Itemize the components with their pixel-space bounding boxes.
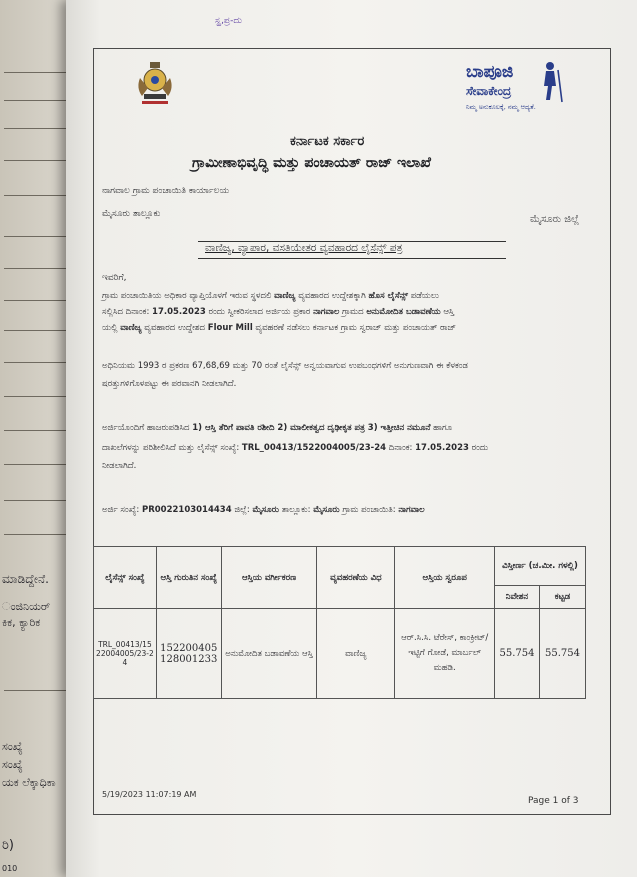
paragraph-2-line-3: ನೀಡಲಾಗಿದೆ. <box>102 461 137 471</box>
paragraph-1-line-2: ಸಲ್ಲಿಸಿದ ದಿನಾಂಕ: 17.05.2023 ರಂದು ಸ್ವೀಕರಿಸಲಾದ ಅರ್ಜಿಯ ಪ್ರಕಾರ ನಾಗವಾಲ ಗ್ರಾಮದ ಅನುಮೋದಿತ ಬಡಾವಣೆಯ ಆಸ್ತಿ <box>102 307 455 317</box>
cell-license-number: TRL_00413/1522004005/23-24 <box>94 609 157 699</box>
background-line: ರಿ) <box>2 838 14 853</box>
background-line: ಕಿಕ, ಕ್ಯಾರಿಕ <box>2 616 41 629</box>
cell-building-area: 55.754 <box>539 609 585 699</box>
govt-heading: ಕರ್ನಾಟಕ ಸರ್ಕಾರ <box>290 134 365 149</box>
cell-property-class: ಅನುಮೋದಿತ ಬಡಾವಣೆಯ ಆಸ್ತಿ <box>221 609 317 699</box>
paragraph-1-line-3: ಯಲ್ಲಿ ವಾಣಿಜ್ಯ ವ್ಯವಹಾರದ ಉದ್ದೇಶದ Flour Mill ವ್ಯವಹರಣೆ ನಡೆಸಲು ಕರ್ನಾಟಕ ಗ್ರಾಮ ಸ್ವರಾಜ್ ಮತ್ತು ಪಂಚಾಯತ್ ರಾಜ್ <box>102 323 456 333</box>
logo-tagline: ನಿಮ್ಮ ಅನುಕೂಲಕ್ಕೆ, ನಮ್ಮ ಆದ್ಯತೆ. <box>466 103 536 111</box>
document-title: ವಾಣಿಜ್ಯ, ವ್ಯಾಪಾರ, ವಸತಿಯೇತರ ವ್ಯವಹಾರದ ಲೈಸೆನ್ಸ್ ಪತ್ರ <box>205 242 403 254</box>
header-business-type: ವ್ಯವಹರಣೆಯ ವಿಧ <box>317 547 395 609</box>
handwritten-note: ಸ್ಹ,ಪ್ರ-ದು <box>215 16 243 26</box>
paragraph-2-line-2: ದಾಖಲೆಗಳನ್ನು ಪರಿಶೀಲಿಸಿದೆ ಮತ್ತು ಲೈಸೆನ್ಸ್ ಸಂಖ್ಯೆ: TRL_00413/1522004005/23-24 ದಿನಾಂಕ: 17.05.2023 ರಂದು <box>102 443 489 453</box>
cell-business-type: ವಾಣಿಜ್ಯ <box>317 609 395 699</box>
header-license-number: ಲೈಸೆನ್ಸ್ ಸಂಖ್ಯೆ <box>94 547 157 609</box>
logo-brand: ಬಾಪೂಜಿ <box>466 62 514 82</box>
application-reference: ಅರ್ಜಿ ಸಂಖ್ಯೆ: PR0022103014434 ಜಿಲ್ಲೆ: ಮೈಸೂರು ತಾಲ್ಲೂಕು: ಮೈಸೂರು ಗ್ರಾಮ ಪಂಚಾಯಿತಿ: ನಾಗವಾಲ <box>102 505 425 515</box>
paragraph-2-line-1: ಅರ್ಜಿಯೊಂದಿಗೆ ಹಾಜರುಪಡಿಸಿದ 1) ಆಸ್ತಿ ತೆರಿಗೆ ಪಾವತಿ ರಶೀದಿ 2) ಮಾಲೀಕತ್ವದ ದೃಢೀಕೃತ ಪತ್ರ 3) ಇತ್ತೀಚಿನ ನಮೂನೆ ಹಾಗೂ <box>102 423 453 433</box>
background-line: ಮಾಡಿದ್ದೇನೆ. <box>2 572 49 586</box>
background-line: ಸಂಖ್ಯೆ <box>2 758 23 771</box>
paragraph-1-line-5: ಷರತ್ತುಗಳಿಗೊಳಪಟ್ಟು ಈ ಪರವಾನಗಿ ನೀಡಲಾಗಿದೆ. <box>102 379 237 389</box>
header-property-class: ಆಸ್ತಿಯ ವರ್ಗೀಕರಣ <box>221 547 317 609</box>
license-details-table <box>93 546 586 699</box>
office-name: ನಾಗವಾಲ ಗ್ರಾಮ ಪಂಚಾಯಿತಿ ಕಾರ್ಯಾಲಯ <box>102 186 230 196</box>
department-heading: ಗ್ರಾಮೀಣಾಭಿವೃದ್ಧಿ ಮತ್ತು ಪಂಚಾಯತ್ ರಾಜ್ ಇಲಾಖೆ <box>192 155 431 171</box>
print-timestamp: 5/19/2023 11:07:19 AM <box>102 790 197 799</box>
background-line: ಸಂಖ್ಯೆ <box>2 740 23 753</box>
background-line: ಯಕ ಲೆಕ್ಕಾಧಿಕಾ <box>2 776 56 789</box>
background-line: 010 <box>2 864 18 873</box>
karnataka-emblem-icon <box>130 58 180 108</box>
cell-site-area: 55.754 <box>495 609 540 699</box>
header-building: ಕಟ್ಟಡ <box>539 586 585 609</box>
logo-sub: ಸೇವಾಕೇಂದ್ರ <box>466 84 512 98</box>
paragraph-1-line-4: ಅಧಿನಿಯಮ 1993 ರ ಪ್ರಕರಣ 67,68,69 ಮತ್ತು 70 ರಂತೆ ಲೈಸೆನ್ಸ್ ಅನ್ವಯವಾಗುವ ಉಪಬಂಧಗಳಿಗೆ ಅನುಗುಣವಾಗಿ ಈ ಕೆಳಕಂಡ <box>102 361 468 371</box>
header-area: ವಿಸ್ತೀರ್ಣ (ಚ.ಮೀ. ಗಳಲ್ಲಿ) <box>495 547 586 586</box>
header-site: ನಿವೇಶನ <box>495 586 540 609</box>
table-row <box>94 609 586 699</box>
gandhi-walking-icon <box>532 60 572 104</box>
salutation: ಇವರಿಗೆ, <box>102 273 127 283</box>
background-line: ಂಜಿನಿಯರ್ <box>2 600 51 613</box>
taluk-name: ಮೈಸೂರು ತಾಲ್ಲೂಕು <box>102 209 161 219</box>
header-property-nature: ಆಸ್ತಿಯ ಸ್ವರೂಪ <box>395 547 495 609</box>
cell-property-id: 152200405128001233 <box>156 609 221 699</box>
header-property-id: ಆಸ್ತಿ ಗುರುತಿನ ಸಂಖ್ಯೆ <box>156 547 221 609</box>
district-name: ಮೈಸೂರು ಜಿಲ್ಲೆ <box>530 214 580 225</box>
paragraph-1-line-1: ಗ್ರಾಮ ಪಂಚಾಯಿತಿಯ ಅಧಿಕಾರ ವ್ಯಾಪ್ತಿಯೊಳಗೆ ಇರುವ ಸ್ಥಳದಲಿ ವಾಣಿಜ್ಯ ವ್ಯವಹಾರದ ಉದ್ದೇಶಕ್ಕಾಗಿ ಹೊಸ ಲೈಸೆನ್ಸ್ ಪಡೆಯಲು <box>102 291 439 301</box>
page-number: Page 1 of 3 <box>528 796 579 806</box>
cell-property-nature: ಆರ್.ಸಿ.ಸಿ. ಟೆರೇಸ್, ಕಾಂಕ್ರೀಟ್/ಇಟ್ಟಿಗೆ ಗೋಡೆ, ಮಾರ್ಬಲ್ ಮಹಡಿ. <box>395 609 495 699</box>
